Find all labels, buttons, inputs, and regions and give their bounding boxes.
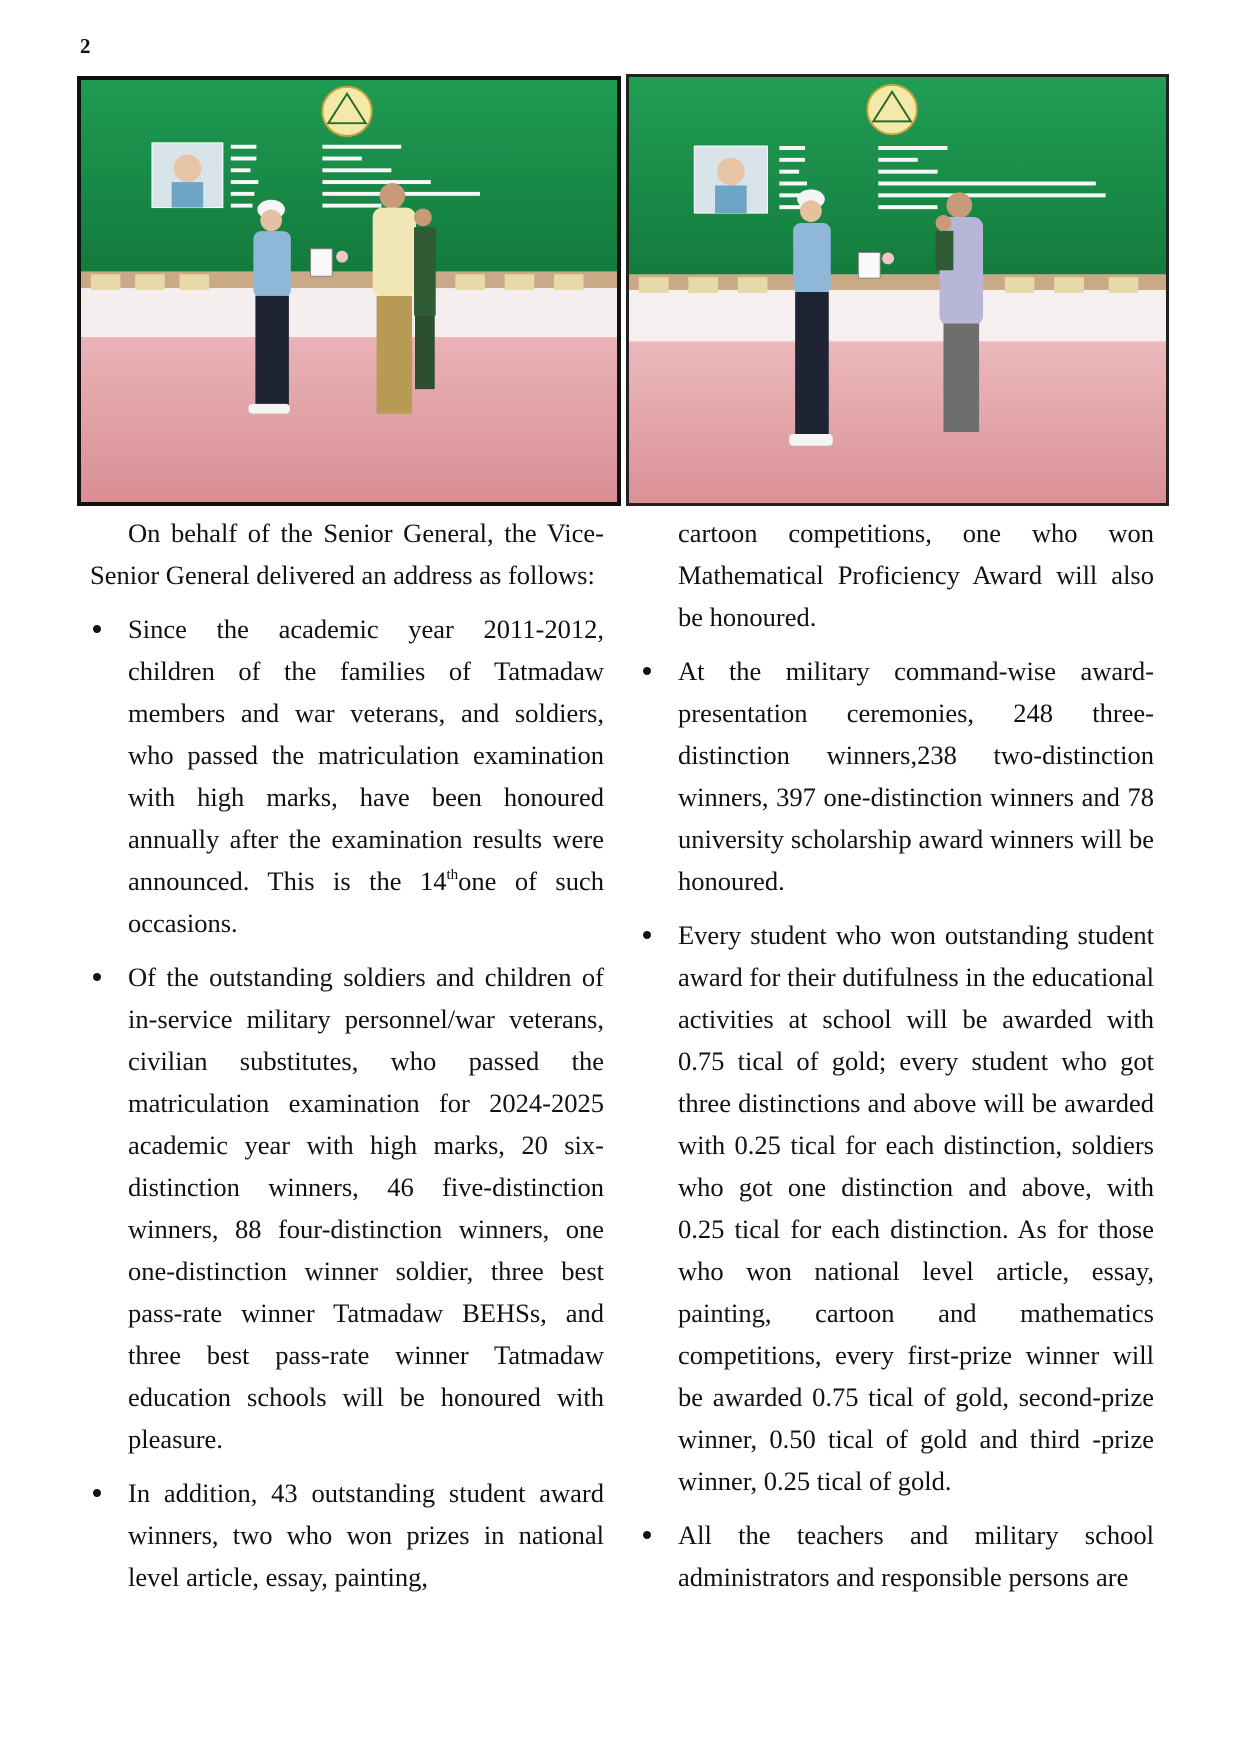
right-text-column <box>640 512 1154 1610</box>
bullet-list <box>640 650 1154 1598</box>
list-item: All the teachers and military school administrators and responsible persons are <box>640 1514 1154 1598</box>
list-item: At the military command-wise award-presentation ceremonies, 248 three-distinction winners,238 two-distinction winners, 397 one-distinction winners and 78 university scholarship award winners will be honoured. <box>640 650 1154 902</box>
list-item: Since the academic year 2011-2012, children of the families of Tatmadaw members and war veterans, and soldiers, who passed the matriculation examination with high marks, have been honoured annually after the examination results were announced. This is the 14thone of such occasions. <box>90 608 604 944</box>
bullet-list <box>90 608 604 1598</box>
bullet-icon <box>93 973 101 981</box>
page-number: 2 <box>80 34 91 58</box>
bullet-icon <box>643 1531 651 1539</box>
bullet-icon <box>93 625 101 633</box>
list-item: In addition, 43 outstanding student award winners, two who won prizes in national level article, essay, painting, <box>90 1472 604 1598</box>
ceremony-photo-right <box>626 74 1169 506</box>
intro-paragraph: On behalf of the Senior General, the Vice-Senior General delivered an address as follows: <box>90 518 604 590</box>
left-text-column <box>90 512 604 1610</box>
award-presentation-photo <box>629 77 1166 503</box>
continuation-paragraph: cartoon competitions, one who won Mathematical Proficiency Award will also be honoured. <box>678 518 1154 632</box>
bullet-icon <box>93 1489 101 1497</box>
ceremony-photo-left <box>77 76 621 506</box>
award-presentation-photo <box>81 80 617 502</box>
list-item: Of the outstanding soldiers and children of in-service military personnel/war veterans, civilian substitutes, who passed the matriculation examination for 2024-2025 academic year with high marks, 20 six-distinction winners, 46 five-distinction winners, 88 four-distinction winners, one one-distinction winner soldier, three best pass-rate winner Tatmadaw BEHSs, and three best pass-rate winner Tatmadaw education schools will be honoured with pleasure. <box>90 956 604 1460</box>
bullet-icon <box>643 667 651 675</box>
bullet-icon <box>643 931 651 939</box>
list-item: Every student who won outstanding student award for their dutifulness in the educational activities at school will be awarded with 0.75 tical of gold; every student who got three distinctions and above will be awarded with 0.25 tical for each distinction, soldiers who got one distinction and above, with 0.25 tical for each distinction. As for those who won national level article, essay, painting, cartoon and mathematics competitions, every first-prize winner will be awarded 0.75 tical of gold, second-prize winner, 0.50 tical of gold and third -prize winner, 0.25 tical of gold. <box>640 914 1154 1502</box>
